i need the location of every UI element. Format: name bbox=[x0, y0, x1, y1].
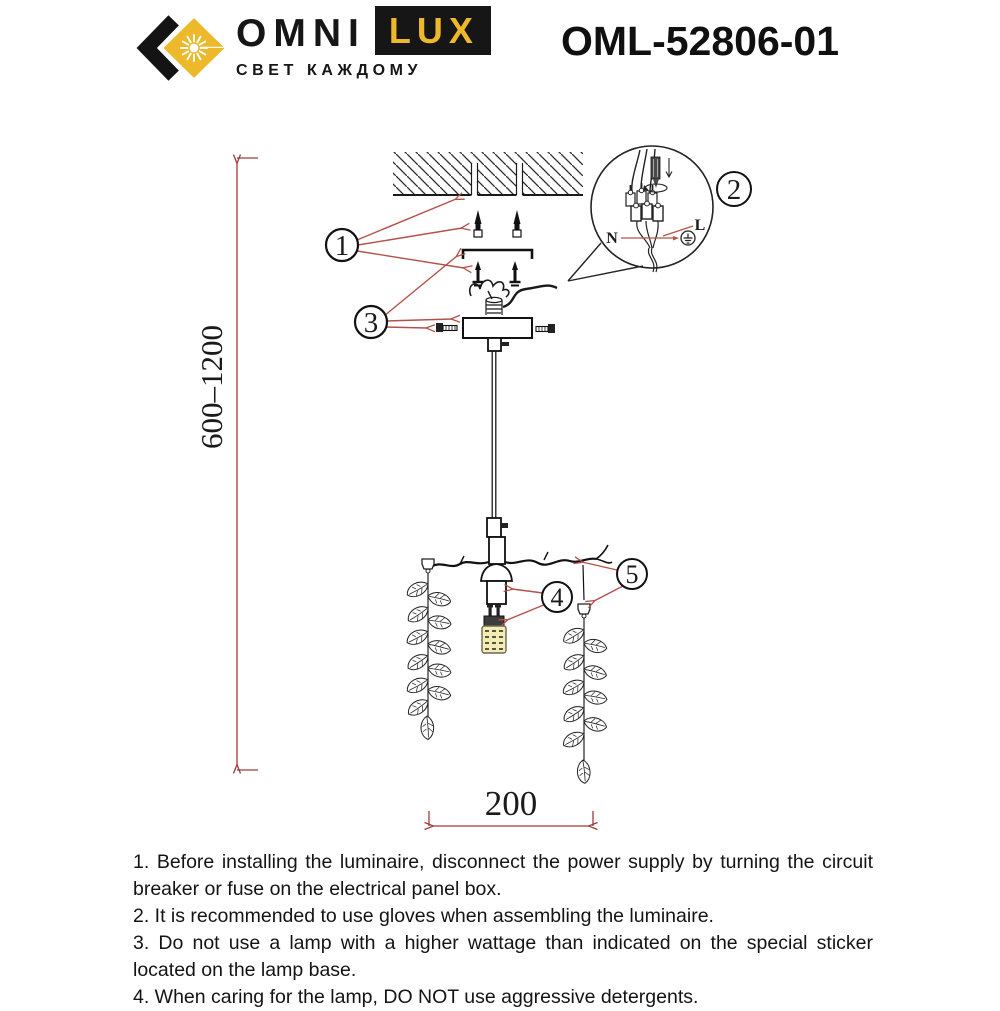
callout-4 bbox=[542, 582, 572, 612]
dimension-width bbox=[429, 784, 593, 826]
screw-icon bbox=[510, 261, 521, 286]
brand-name-lux: LUX bbox=[388, 10, 479, 51]
canopy-side-screw-right bbox=[536, 324, 555, 333]
ceiling bbox=[393, 152, 583, 195]
brand-tagline: СВЕТ КАЖДОМУ bbox=[236, 62, 423, 79]
svg-text:4: 4 bbox=[550, 583, 564, 612]
label-neutral: N bbox=[606, 230, 618, 247]
g9-bulb-icon bbox=[482, 605, 506, 654]
svg-text:3: 3 bbox=[363, 307, 379, 339]
lamp-socket bbox=[487, 581, 506, 604]
socket-bell bbox=[481, 564, 512, 581]
svg-text:2: 2 bbox=[726, 174, 742, 206]
installation-instructions bbox=[133, 849, 873, 1011]
instruction-item-2: 2. It is recommended to use gloves when assembling the luminaire. bbox=[133, 905, 714, 927]
label-line: L bbox=[694, 217, 706, 234]
dimension-height-label: 600–1200 bbox=[194, 325, 229, 449]
brand-name-omni: OMNI bbox=[236, 12, 366, 55]
dimension-width-label: 200 bbox=[484, 784, 538, 823]
leaf-garland-right bbox=[561, 604, 609, 784]
ceiling-canopy bbox=[436, 318, 555, 351]
model-number: OML-52806-01 bbox=[561, 18, 840, 64]
mounting-bracket bbox=[463, 250, 532, 259]
svg-text:5: 5 bbox=[625, 560, 639, 589]
ground-symbol-icon bbox=[681, 231, 695, 245]
dimension-height bbox=[194, 158, 258, 770]
canopy-side-screw-left bbox=[436, 323, 457, 332]
callout-2 bbox=[717, 172, 751, 206]
instruction-item-4: 4. When caring for the lamp, DO NOT use aggressive detergents. bbox=[133, 986, 699, 1008]
instruction-item-1: 1. Before installing the luminaire, disconnect the power supply by turning the circuit breaker or fuse on the electrical panel box. bbox=[133, 851, 873, 900]
suspension-rod bbox=[492, 351, 496, 520]
callout-5 bbox=[617, 559, 647, 589]
wall-anchors bbox=[474, 210, 521, 237]
mains-cable bbox=[503, 286, 557, 307]
lamp-body bbox=[431, 518, 612, 604]
instruction-item-3: 3. Do not use a lamp with a higher wattage than indicated on the special sticker located on the lamp base. bbox=[133, 932, 873, 981]
anchor-icon bbox=[474, 210, 482, 237]
screw-icon bbox=[473, 261, 484, 286]
leaf-garland-left bbox=[405, 559, 453, 740]
callout-1 bbox=[326, 229, 358, 262]
svg-text:1: 1 bbox=[334, 230, 350, 262]
anchor-icon bbox=[513, 210, 521, 237]
branch bbox=[431, 545, 612, 600]
wiring-detail-balloon bbox=[568, 146, 713, 281]
callout-3 bbox=[355, 306, 387, 339]
